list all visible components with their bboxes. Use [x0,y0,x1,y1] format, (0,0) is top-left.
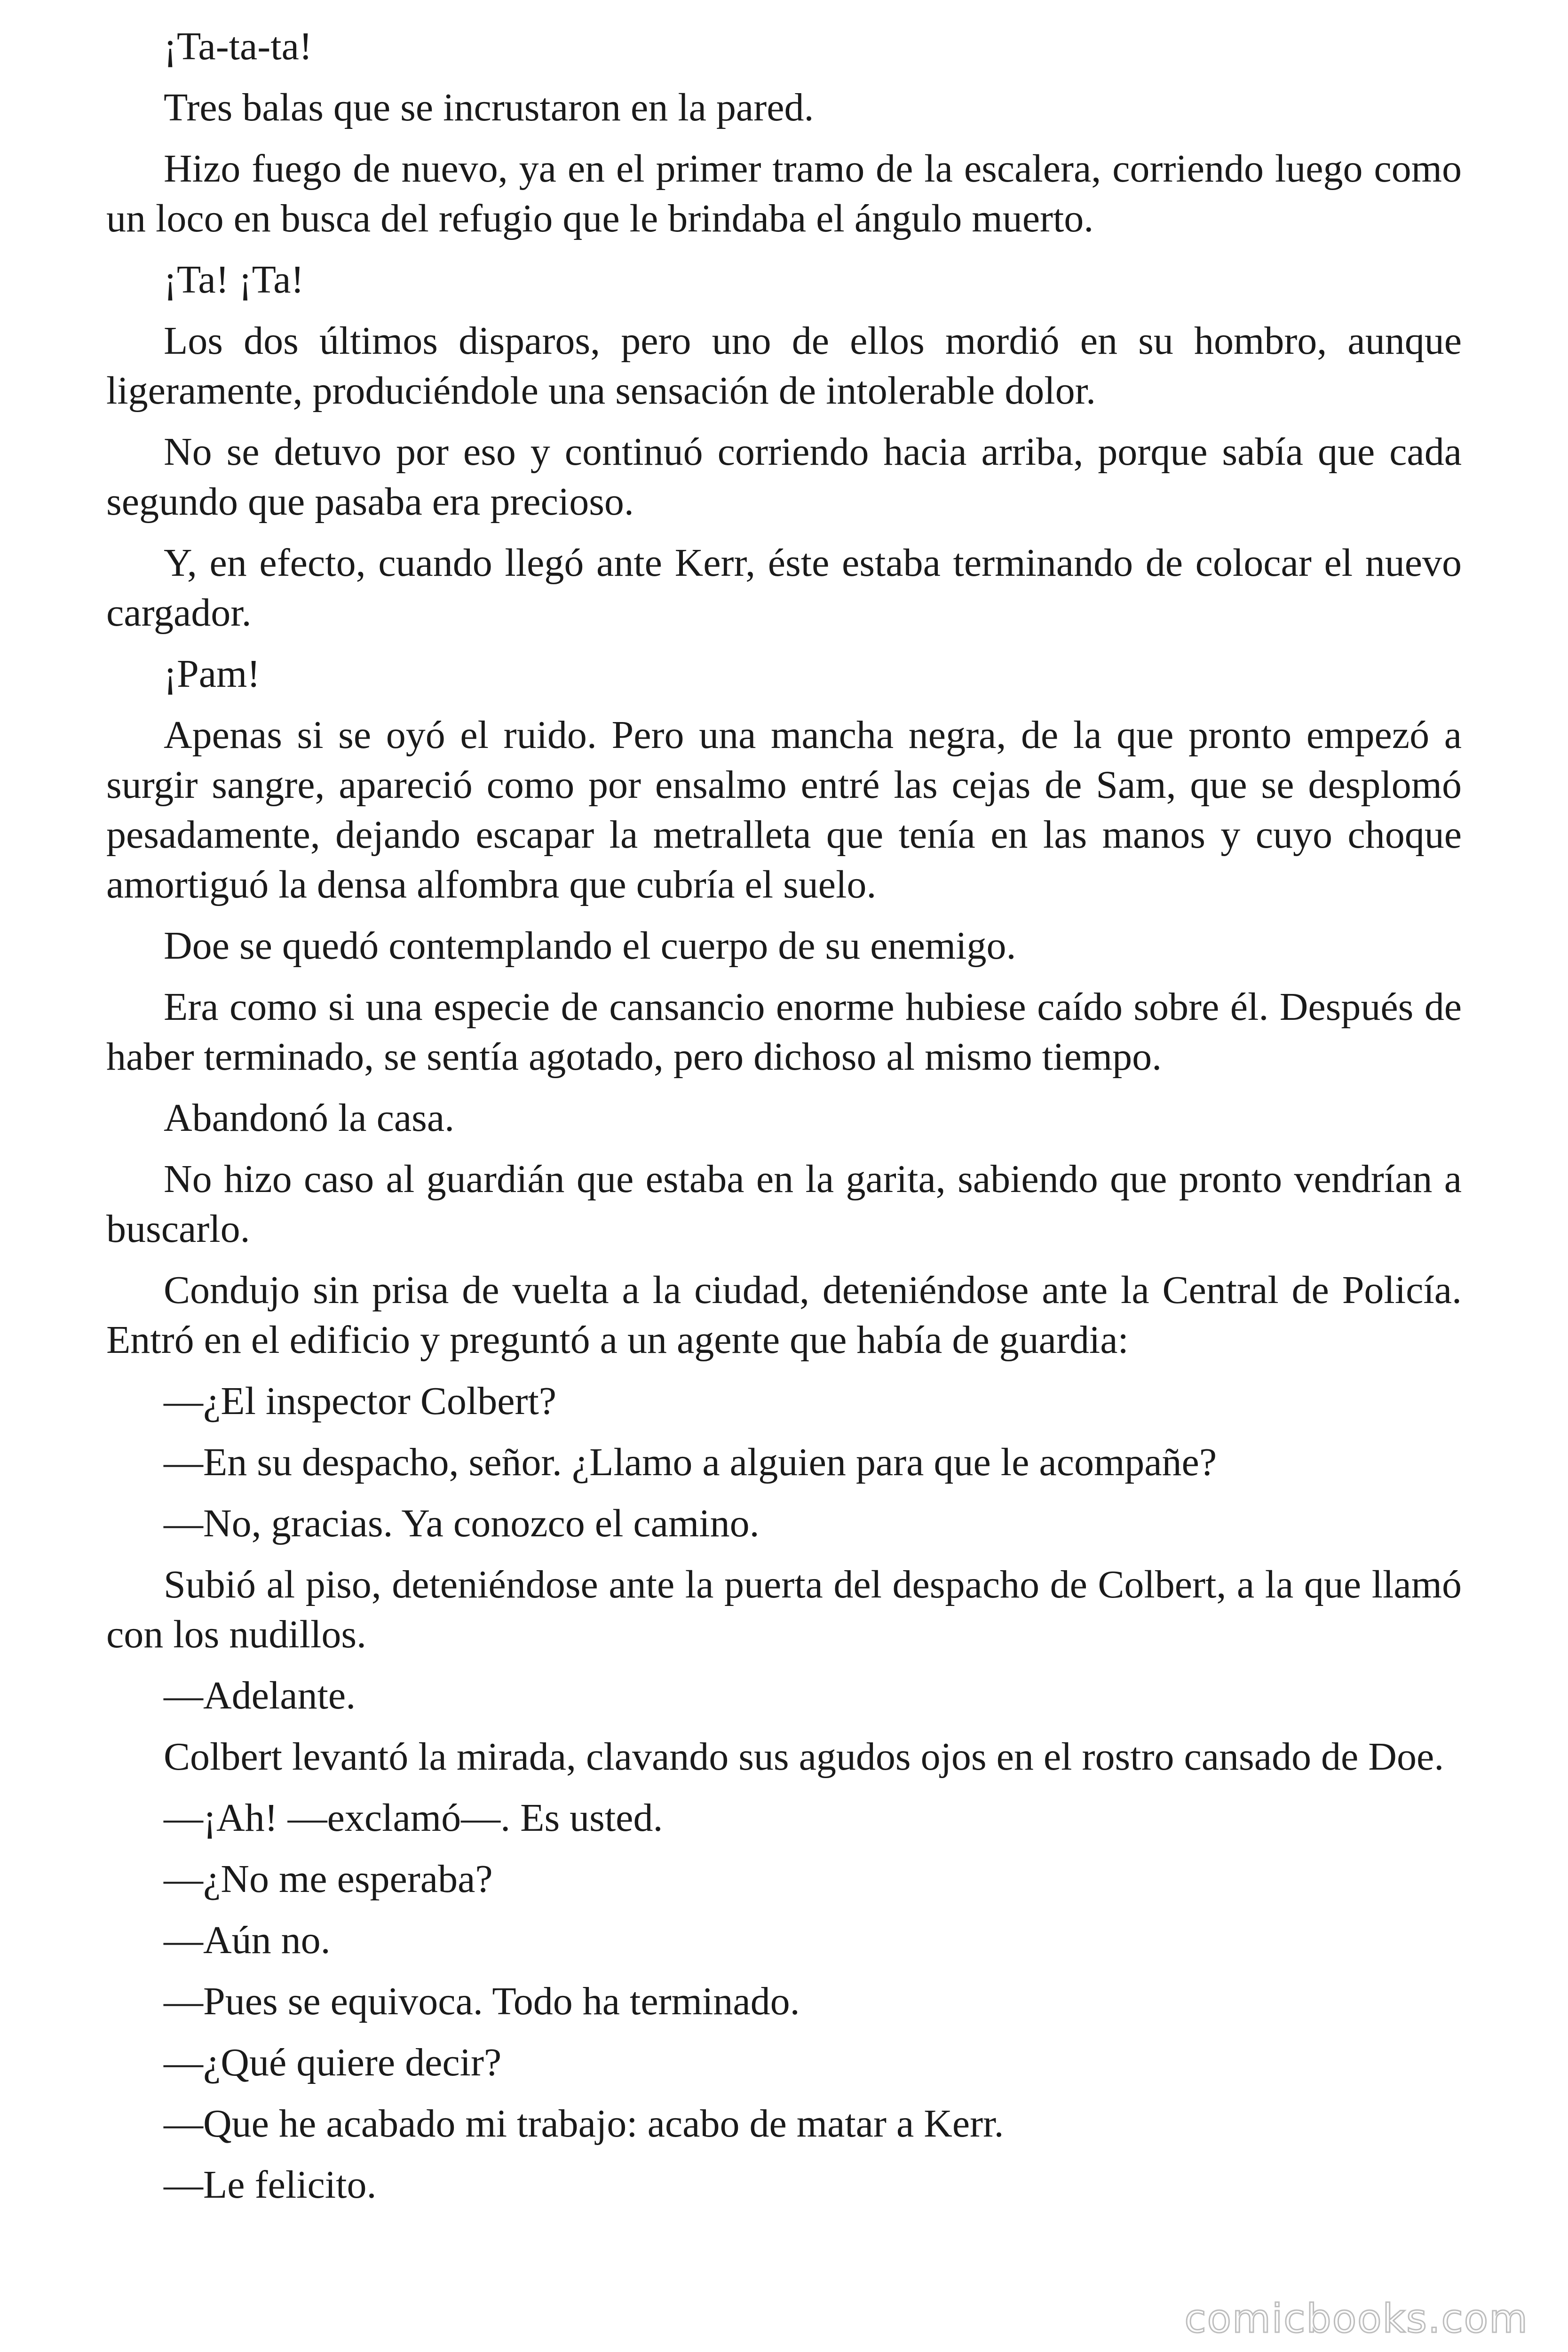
paragraph: ¡Ta! ¡Ta! [164,258,304,302]
dialogue-line: —No, gracias. Ya conozco el camino. [164,1502,760,1545]
dialogue-line: —¿El inspector Colbert? [164,1379,557,1423]
dialogue-line: —¿No me esperaba? [164,1857,493,1901]
dialogue-line: —En su despacho, señor. ¿Llamo a alguien para que le acompañe? [164,1440,1217,1484]
dialogue-line: —Le felicito. [164,2163,377,2207]
paragraph: Hizo fuego de nuevo, ya en el primer tramo de la escalera, corriendo luego como un loco en busca del refugio que le brindaba el ángulo muerto. [106,147,1462,240]
dialogue-line: —Pues se equivoca. Todo ha terminado. [164,1979,800,2023]
paragraph: Tres balas que se incrustaron en la pared. [164,86,814,129]
paragraph: Condujo sin prisa de vuelta a la ciudad, deteniéndose ante la Central de Policía. Entró en el edificio y preguntó a un agente que había de guardia: [106,1268,1462,1362]
paragraph: No hizo caso al guardián que estaba en la garita, sabiendo que pronto vendrían a buscarlo. [106,1157,1462,1251]
watermark: comicbooks.com [1184,2296,1528,2342]
paragraph: Y, en efecto, cuando llegó ante Kerr, éste estaba terminando de colocar el nuevo cargador. [106,541,1462,635]
dialogue-line: —¿Qué quiere decir? [164,2041,502,2084]
paragraph: Era como si una especie de cansancio enorme hubiese caído sobre él. Después de haber terminado, se sentía agotado, pero dichoso al mismo tiempo. [106,985,1462,1079]
paragraph: Colbert levantó la mirada, clavando sus agudos ojos en el rostro cansado de Doe. [164,1735,1444,1779]
dialogue-line: —Que he acabado mi trabajo: acabo de matar a Kerr. [164,2102,1004,2145]
paragraph: Doe se quedó contemplando el cuerpo de su enemigo. [164,924,1016,968]
book-page-text [106,22,1462,2221]
paragraph: Los dos últimos disparos, pero uno de ellos mordió en su hombro, aunque ligeramente, produciéndole una sensación de intolerable dolor. [106,319,1462,413]
paragraph: Subió al piso, deteniéndose ante la puerta del despacho de Colbert, a la que llamó con los nudillos. [106,1563,1462,1656]
paragraph: No se detuvo por eso y continuó corriendo hacia arriba, porque sabía que cada segundo que pasaba era precioso. [106,430,1462,524]
dialogue-line: —Adelante. [164,1674,356,1717]
dialogue-line: —Aún no. [164,1918,331,1962]
paragraph: Abandonó la casa. [164,1096,455,1140]
paragraph: Apenas si se oyó el ruido. Pero una mancha negra, de la que pronto empezó a surgir sangre, apareció como por ensalmo entré las cejas de Sam, que se desplomó pesadamente, dejando escapar la metralleta que tenía en las manos y cuyo choque amortiguó la densa alfombra que cubría el suelo. [106,713,1462,906]
paragraph: ¡Ta-ta-ta! [164,24,312,68]
dialogue-line: —¡Ah! —exclamó—. Es usted. [164,1796,663,1840]
paragraph: ¡Pam! [164,652,261,696]
